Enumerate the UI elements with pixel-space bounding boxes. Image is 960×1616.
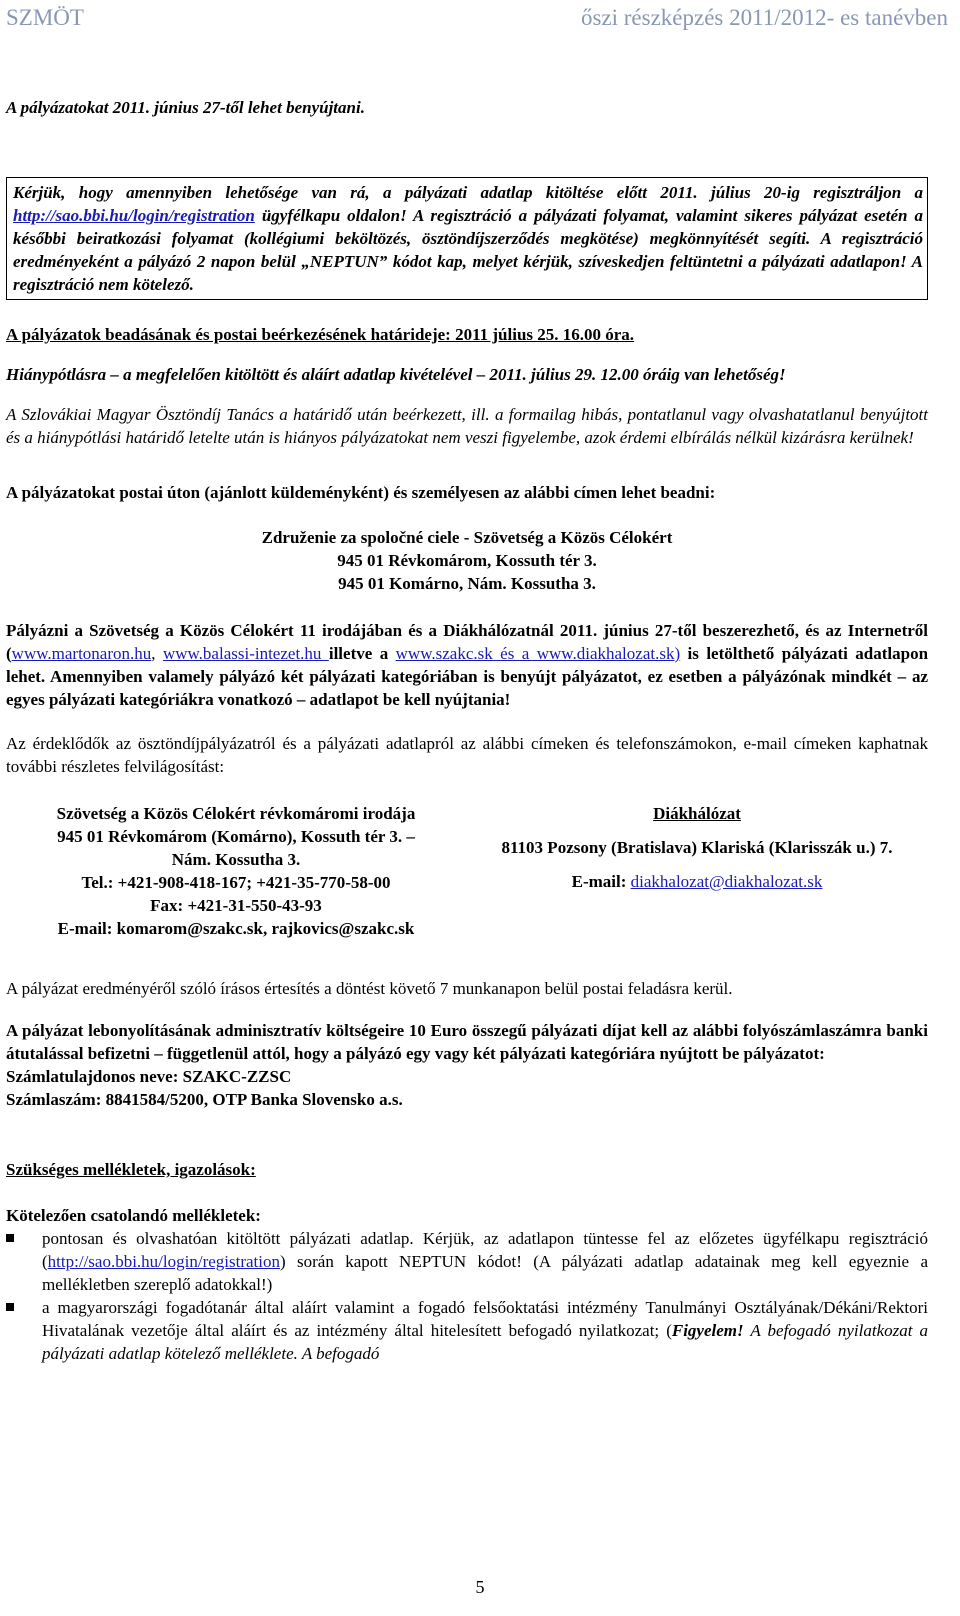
list-item [6, 1227, 928, 1296]
result-text: A pályázat eredményéről szóló írásos értesítés a döntést követő 7 munkanapon belül postai feladásra kerül. [6, 979, 733, 998]
mandatory-title: Kötelezően csatolandó mellékletek: [6, 1206, 261, 1225]
late-text-2: a formailag hibás, pontatlanul vagy olvashatatlanul benyújtott és a hiánypótlási határidő letelte után is hiányos pályázatokat nem veszi figyelembe, azok érdemi elbírálás nélkül kizárásra kerülnek! [6, 405, 928, 447]
registration-link[interactable]: http://sao.bbi.hu/login/registration [13, 206, 255, 225]
bullet-square-icon [6, 1303, 14, 1311]
account-owner: Számlatulajdonos neve: SZAKC-ZZSC [6, 1067, 292, 1086]
bullet-1-text-1: pontosan és olvashatóan kitöltött pályázati adatlap. Kérjük, az adatlapon tüntesse fel az előzetes ügyfélkapu regisztráció ( [42, 1229, 928, 1271]
registration-text-2: ügyfélkapu oldalon! A regisztráció a pályázati folyamat, valamint sikeres pályázat esetén a későbbi beiratkozási folyamat (kollégiumi beköltözés, ösztöndíjszerződés megkötése) megkönnyítését segíti. A regisztráció eredményeként a pályázó 2 napon belül „NEPTUN” kódot kap, melyet kérjük, szíveskedjen feltüntetni a pályázati adatlapon! A regisztráció nem kötelező. [13, 206, 923, 294]
contact-left-line-4: Tel.: +421-908-418-167; +421-35-770-58-00 [81, 873, 391, 892]
info-text: Az érdeklődők az ösztöndíjpályázatról és a pályázati adatlapról az alábbi címeken és telefonszámokon, e-mail címeken kaphatnak további részletes felvilágosítást: [6, 734, 928, 776]
header-left: SZMÖT [6, 5, 84, 30]
contact-left-line-1: Szövetség a Közös Célokért révkomáromi irodája [56, 804, 416, 823]
contact-left [6, 802, 466, 940]
late-text-1: A Szlovákiai Magyar Ösztöndíj Tanács a határidő után beérkezett, ill. [6, 405, 495, 424]
page-number: 5 [475, 1577, 485, 1597]
apply-text-3: is letölthető pályázati adatlapon lehet. Amennyiben valamely pályázó két pályázati kategóriában is benyújt pályázatot, ez esetben a pályázónak mindkét – az egyes pályázati kategóriákra vonatkozó – adatlapot be kell nyújtania! [6, 644, 929, 709]
account-number: Számlaszám: 8841584/5200, OTP Banka Slovensko a.s. [6, 1090, 403, 1109]
address-line-2: 945 01 Révkomárom, Kossuth tér 3. [337, 551, 597, 570]
postal-address [6, 526, 928, 595]
martonaron-link[interactable]: www.martonaron.hu [11, 644, 152, 663]
missing-docs-text: Hiánypótlásra – a megfelelően kitöltött és aláírt adatlap kivételével – 2011. július 29. 12.00 óráig van lehetőség! [6, 365, 786, 384]
page-header [0, 0, 960, 34]
bullet-2-text-2: A befogadó nyilatkozat a pályázati adatlap kötelező melléklete. A befogadó [42, 1321, 929, 1363]
fee-section [6, 1019, 928, 1111]
balassi-link[interactable]: www.balassi-intezet.hu [162, 644, 329, 663]
bullet-2-text-1: a magyarországi fogadótanár által aláírt valamint a fogadó felsőoktatási intézmény Tanulmányi Osztályának/Dékáni/Rektori Hivatalának vezetője által aláírt és az intézmény által hitelesített befogadó nyilatkozat; ( [42, 1298, 928, 1340]
mandatory-list [6, 1227, 928, 1365]
fee-text: A pályázat lebonyolításának adminisztratív költségeire 10 Euro összegű pályázati díjat kell az alábbi folyószámlaszámra banki átutalással befizetni – függetlenül attól, hogy a pályázó egy vagy két pályázati kategóriára nyújtott be pályázatot: [6, 1021, 928, 1063]
list-item [6, 1296, 928, 1365]
contact-left-line-3: Nám. Kossutha 3. [171, 850, 301, 869]
bullet-registration-link[interactable]: http://sao.bbi.hu/login/registration [47, 1252, 280, 1271]
postal-text: A pályázatokat postai úton (ajánlott küldeményként) és személyesen az alábbi címen lehet beadni: [6, 483, 716, 502]
contact-right-email-label: E-mail: [571, 872, 631, 891]
contact-right-email-line [466, 870, 928, 893]
header-right: őszi részképzés 2011/2012- es tanévben [580, 5, 948, 30]
apply-sep: , [151, 644, 163, 663]
attachments-title: Szükséges mellékletek, igazolások: [6, 1160, 256, 1179]
address-line-3: 945 01 Komárno, Nám. Kossutha 3. [338, 574, 596, 593]
contact-left-line-5: Fax: +421-31-550-43-93 [150, 896, 322, 915]
bullet-1-text-2: ) során kapott NEPTUN kódot! (A pályázati adatlap adatainak meg kell egyeznie a mellékletben szereplő adatokkal!) [42, 1252, 928, 1294]
contact-left-line-6: E-mail: komarom@szakc.sk, rajkovics@szakc.sk [57, 919, 415, 938]
szakc-diakhalozat-link[interactable]: www.szakc.sk és a www.diakhalozat.sk) [395, 644, 681, 663]
apply-text [6, 619, 928, 711]
apply-text-1: Pályázni a Szövetség a Közös Célokért 11 irodájában és a Diákhálózatnál 2011. június 27-től beszerezhető, és az Internetről ( [6, 621, 928, 663]
bullet-square-icon [6, 1234, 14, 1242]
diakhalozat-email-link[interactable]: diakhalozat@diakhalozat.sk [630, 872, 823, 891]
bullet-2-warning: Figyelem! [671, 1321, 744, 1340]
document-body [6, 96, 928, 1365]
late-submission-text [6, 403, 928, 449]
contact-right [466, 802, 928, 940]
contact-left-line-2: 945 01 Révkomárom (Komárno), Kossuth tér 3. – [57, 827, 415, 846]
deadline-text: A pályázatok beadásának és postai beérkezésének határideje: 2011 július 25. 16.00 óra. [6, 325, 635, 344]
contact-right-address: 81103 Pozsony (Bratislava) Klariská (Klarisszák u.) 7. [501, 838, 893, 857]
contacts-section [6, 802, 928, 940]
address-line-1: Združenie za spoločné ciele - Szövetség a Közös Célokért [261, 528, 673, 547]
registration-text-1: Kérjük, hogy amennyiben lehetősége van rá, a pályázati adatlap kitöltése előtt 2011. július 20-ig regisztráljon a [13, 183, 923, 202]
registration-box [6, 177, 928, 300]
intro-text: A pályázatokat 2011. június 27-től lehet benyújtani. [6, 98, 365, 117]
apply-text-2: illetve a [328, 644, 396, 663]
contact-right-title: Diákhálózat [653, 804, 741, 823]
